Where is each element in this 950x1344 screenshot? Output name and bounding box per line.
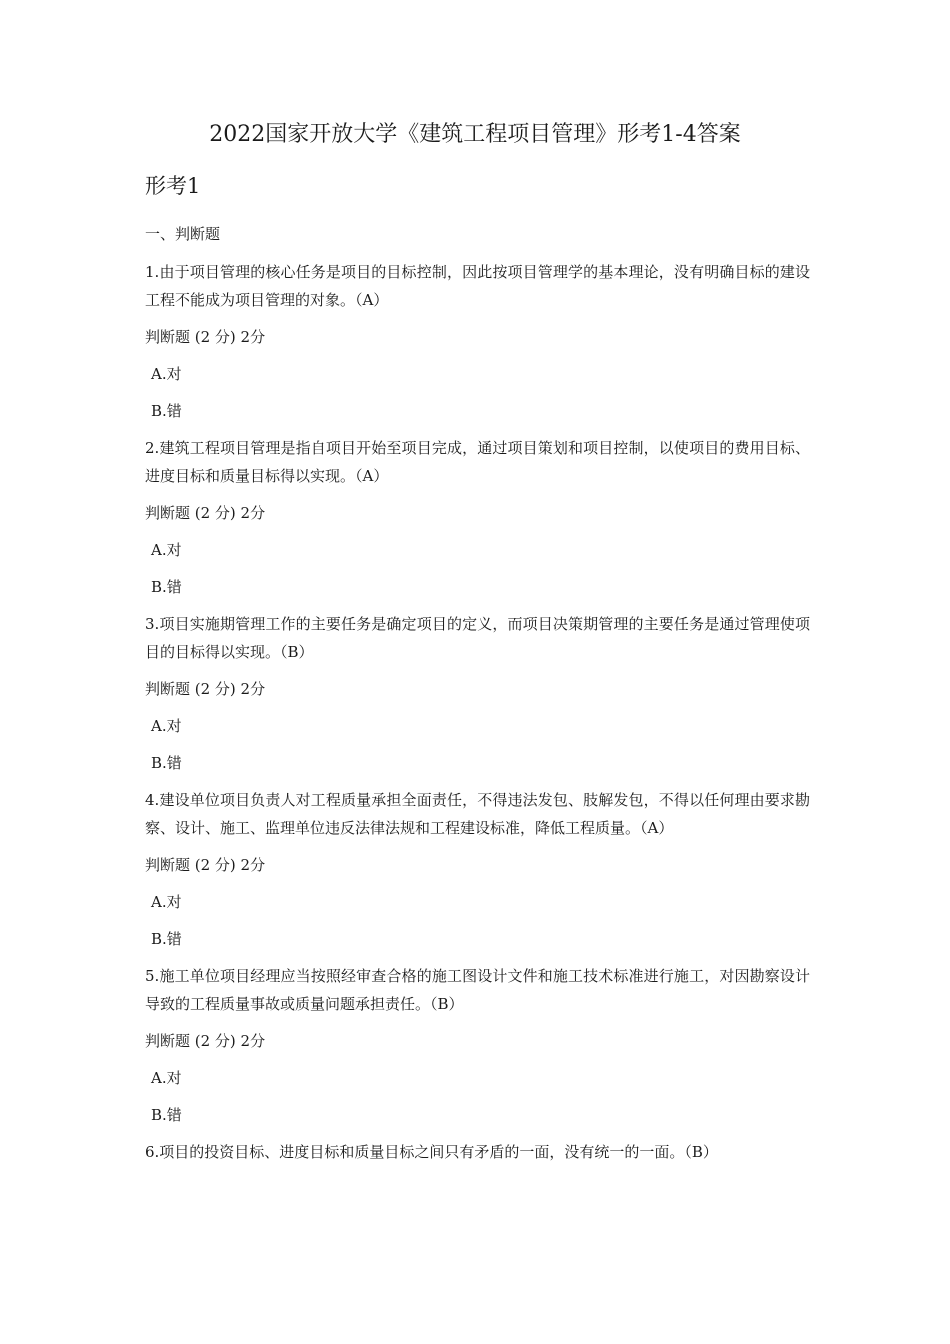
question-meta: 判断题 (2 分) 2分 bbox=[145, 680, 266, 698]
option-b: B.错 bbox=[151, 930, 182, 948]
document-title: 2022国家开放大学《建筑工程项目管理》形考1-4答案 bbox=[209, 122, 741, 147]
question-list bbox=[145, 258, 810, 1175]
question-meta: 判断题 (2 分) 2分 bbox=[145, 328, 266, 346]
question-item bbox=[145, 610, 810, 786]
question-item bbox=[145, 434, 810, 610]
question-meta: 判断题 (2 分) 2分 bbox=[145, 1032, 266, 1050]
question-meta: 判断题 (2 分) 2分 bbox=[145, 504, 266, 522]
part-heading: 一、判断题 bbox=[145, 225, 221, 243]
option-a: A.对 bbox=[151, 365, 182, 383]
option-b: B.错 bbox=[151, 754, 182, 772]
question-meta: 判断题 (2 分) 2分 bbox=[145, 856, 266, 874]
option-a: A.对 bbox=[151, 1069, 182, 1087]
option-a: A.对 bbox=[151, 893, 182, 911]
question-item bbox=[145, 258, 810, 434]
option-b: B.错 bbox=[151, 402, 182, 420]
question-item bbox=[145, 786, 810, 962]
option-a: A.对 bbox=[151, 717, 182, 735]
question-item bbox=[145, 962, 810, 1138]
question-item bbox=[145, 1138, 810, 1175]
question-text: 3.项目实施期管理工作的主要任务是确定项目的定义，而项目决策期管理的主要任务是通过管理使项目的目标得以实现。（B） bbox=[145, 615, 810, 661]
option-b: B.错 bbox=[151, 1106, 182, 1124]
question-text: 1.由于项目管理的核心任务是项目的目标控制，因此按项目管理学的基本理论，没有明确目标的建设工程不能成为项目管理的对象。（A） bbox=[145, 263, 810, 309]
question-text: 2.建筑工程项目管理是指自项目开始至项目完成，通过项目策划和项目控制，以使项目的费用目标、进度目标和质量目标得以实现。（A） bbox=[145, 439, 810, 485]
question-text: 6.项目的投资目标、进度目标和质量目标之间只有矛盾的一面，没有统一的一面。（B） bbox=[145, 1143, 718, 1161]
option-b: B.错 bbox=[151, 578, 182, 596]
section-title: 形考1 bbox=[145, 174, 201, 198]
question-text: 5.施工单位项目经理应当按照经审查合格的施工图设计文件和施工技术标准进行施工，对因勘察设计导致的工程质量事故或质量问题承担责任。（B） bbox=[145, 967, 810, 1013]
question-text: 4.建设单位项目负责人对工程质量承担全面责任，不得违法发包、肢解发包，不得以任何理由要求勘察、设计、施工、监理单位违反法律法规和工程建设标准，降低工程质量。（A） bbox=[145, 791, 810, 837]
option-a: A.对 bbox=[151, 541, 182, 559]
